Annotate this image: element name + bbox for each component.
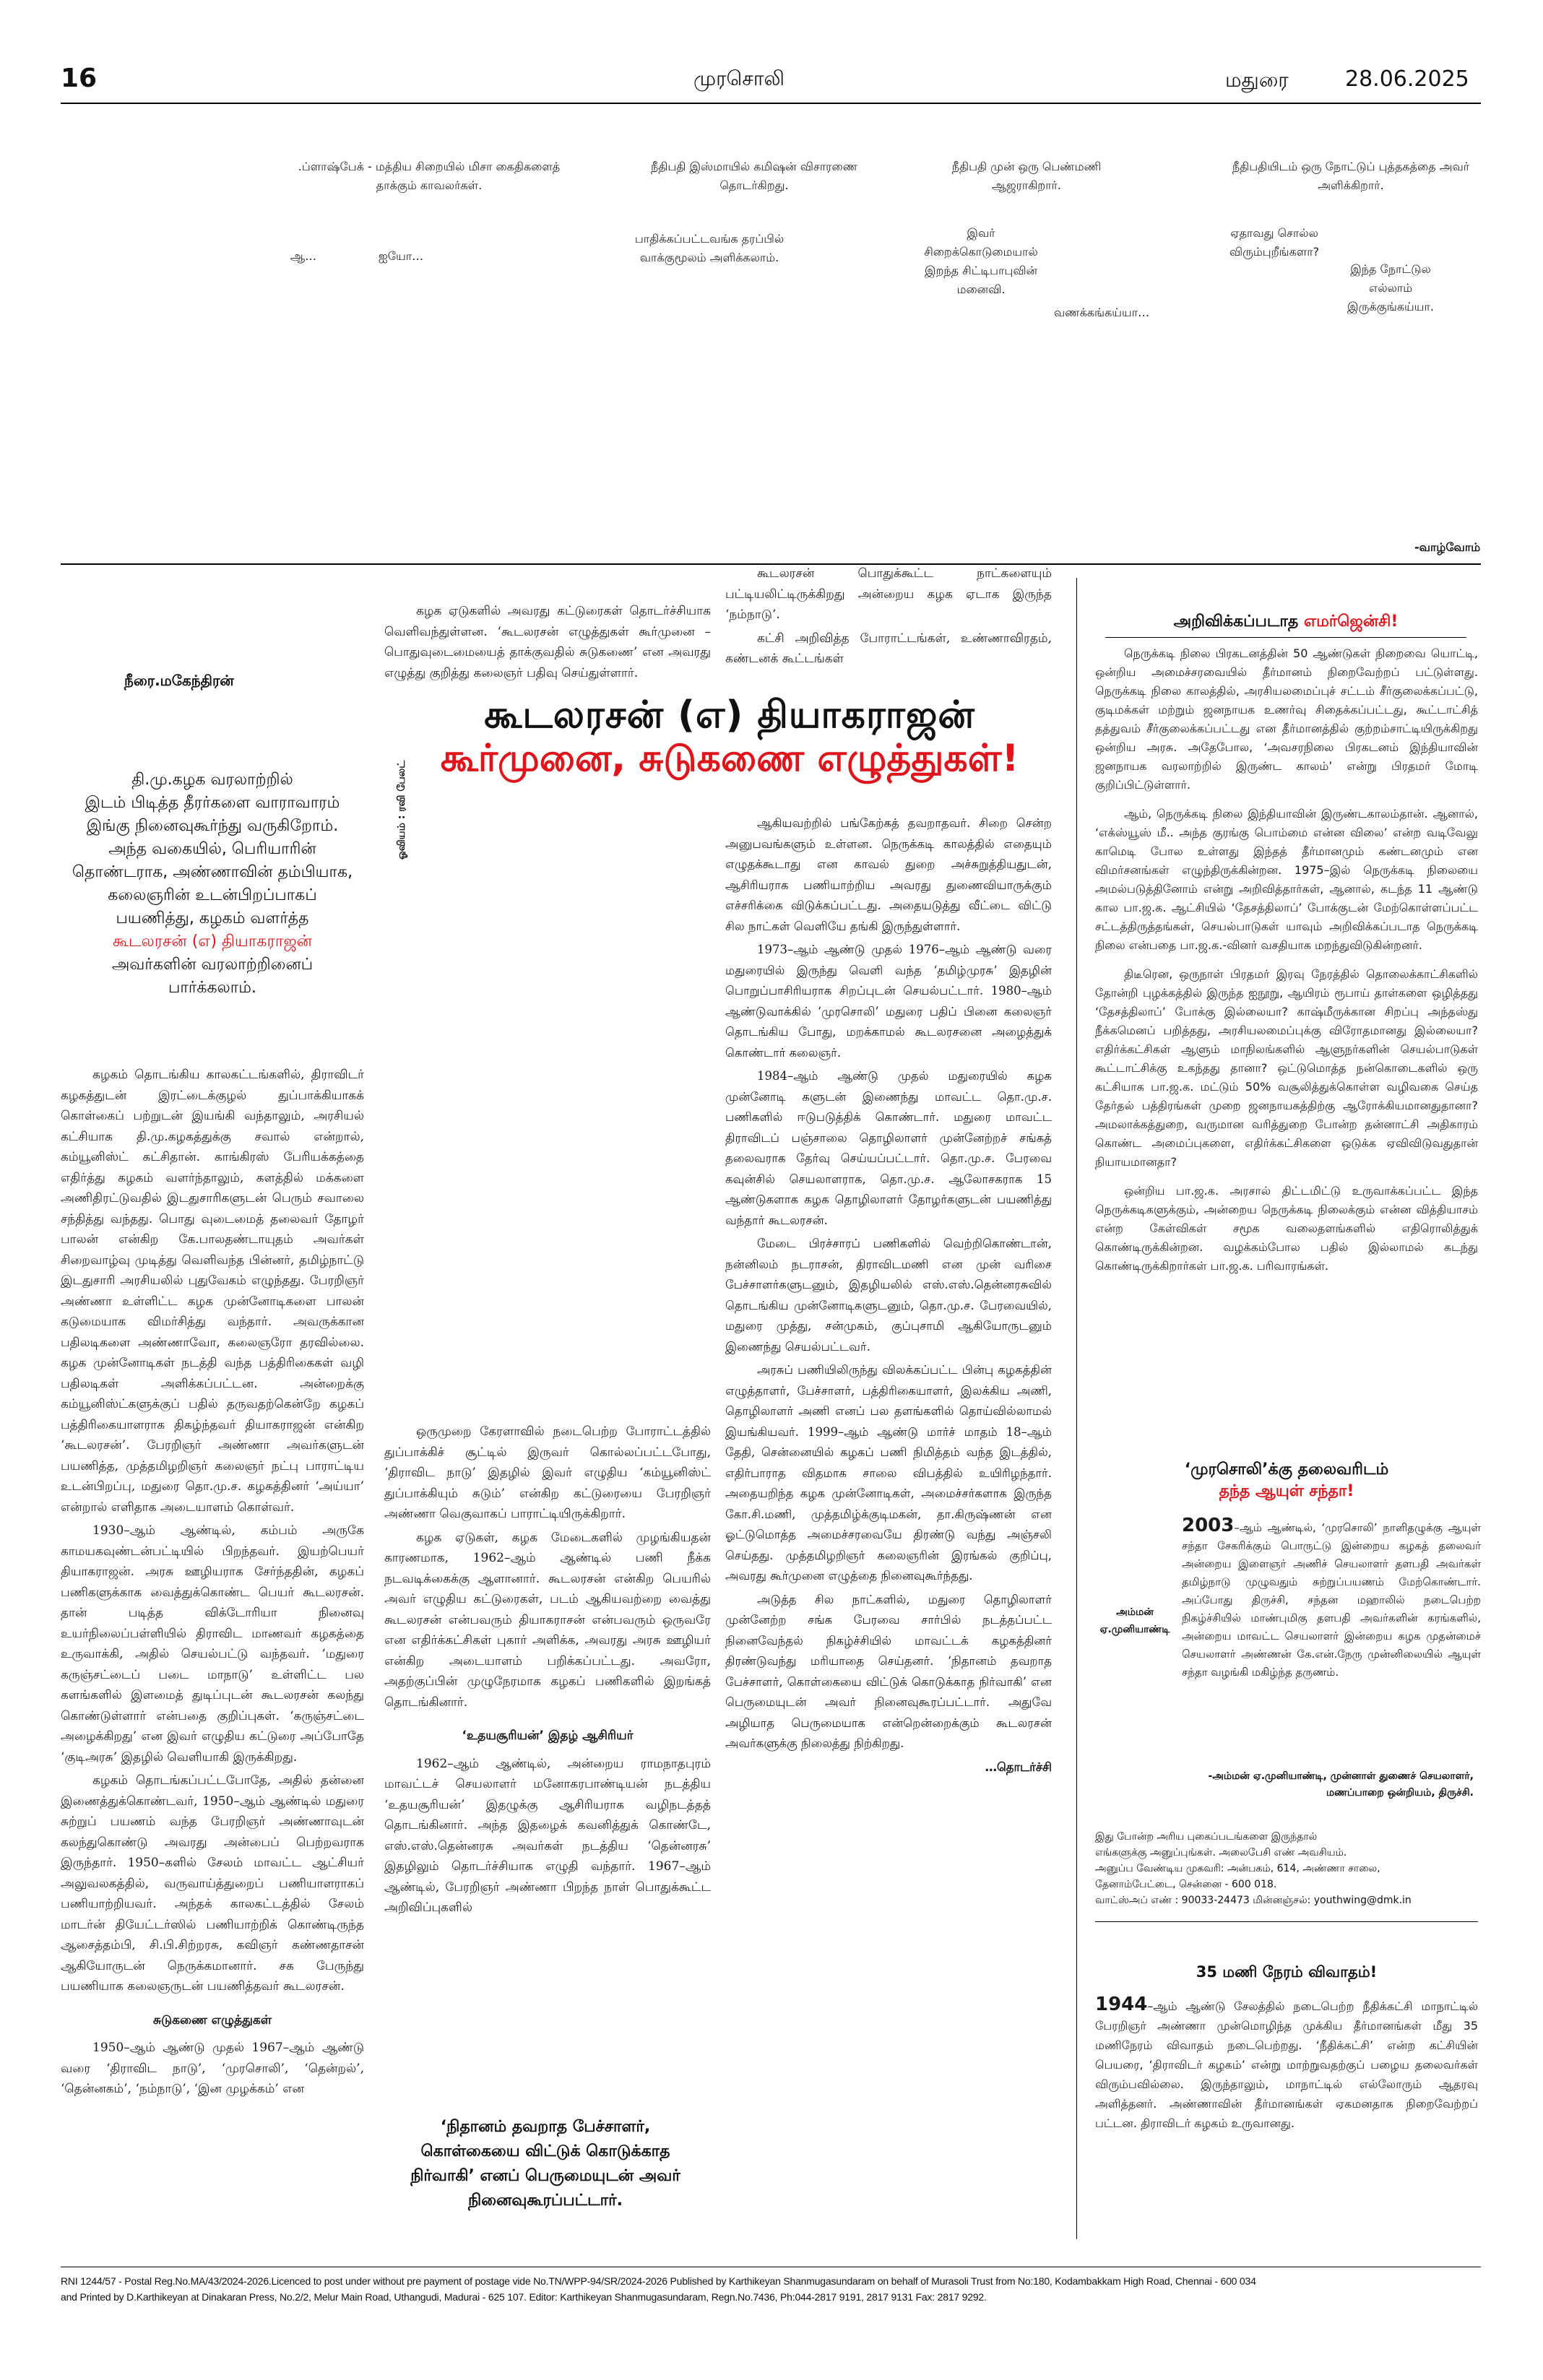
editorial-body	[1095, 644, 1478, 1286]
header-rule	[61, 103, 1481, 104]
comic-dialogue-4b: இந்த நோட்டுல எல்லாம் இருக்குங்கய்யா.	[1347, 262, 1434, 313]
editorial-para-2: ஆம், நெருக்கடி நிலை இந்தியாவின் இருண்டகாலம்தான். ஆனால், ‘எக்ஸ்யூஸ் மீ.. அந்த குரங்கு பொம்மை என்ன விலை’ என்ற வடிவேலு காமெடி போல உள்ளது இந்தத் தீர்மானமும் கண்டனமும் என விமர்சனங்கள் எழுந்திருக்கின்றன. 1975–இல் நெருக்கடி நிலையை அமல்படுத்தினோம் என்று அறிவித்தார்கள், ஆனால், கடந்த 11 ஆண்டு கால பா.ஜ.க. ஆட்சியில் ‘தேசத்திலாப்’ போக்குடன் மேற்கொள்ளப்பட்ட சட்டத்திருத்தங்கள், செயல்பாடுகள் யாவும் அறிவிக்கப்படாத நெருக்கடி நிலை என்பதை பா.ஜ.க.-வினர் வசதியாக மறந்துவிடுகின்றனர்.	[1095, 807, 1478, 952]
col3-top-para-2: கட்சி அறிவித்த போராட்டங்கள், உண்ணாவிரதம், கண்டனக் கூட்டங்கள்	[725, 631, 1052, 666]
edition-city: மதுரை	[1225, 68, 1289, 92]
col2-top-para: கழக ஏடுகளில் அவரது கட்டுரைகள் தொடர்ச்சியாக வெளிவந்துள்ளன. ‘கூடலரசன் எழுத்துகள் கூர்முனை – பொதுவுடைமையைத் தாக்குவதில் சுடுகணை’ என அவரது எழுத்து குறித்து கலைஞர் பதிவு செய்துள்ளார்.	[384, 604, 711, 680]
col2-para-3: 1962–ஆம் ஆண்டில், அன்றைய ராமநாதபுரம் மாவட்டச் செயலாளர் மனோகரபாண்டியன் நடத்திய ‘உதயசூரியன்’ இதழுக்கு ஆசிரியராக வழிநடத்தத் தொடங்கினார். அந்த இதழைக் கவனித்துக் கொண்டே, எஸ்.எஸ்.தென்னரசு அவர்கள் நடத்திய ‘தென்னரசு’ இதழிலும் தொடர்ச்சியாக எழுதி வந்தார். 1967–ஆம் ஆண்டில், பேரறிஞர் அண்ணா பிறந்த நாள் பொதுக்கூட்ட அறிவிப்புகளில்	[384, 1756, 711, 1915]
debate-year: 1944	[1095, 1994, 1148, 2015]
intro-line: தொண்டராக, அண்ணாவின் தம்பியாக,	[72, 863, 353, 881]
subscription-text: –ஆம் ஆண்டில், ‘முரசொலி’ நாளிதழுக்கு ஆயுள் சந்தா சேகரிக்கும் பொருட்டு இன்றைய கழகத் தலைவர் அன்றைய இளைஞர் அணிச் செயலாளர் தளபதி அவர்கள் தமிழ்நாடு முழுவதும் சுற்றுப்பயணம் மேற்கொண்டார். அப்போது திருச்சி, சந்தன மஹாலில் நடைபெற்ற நிகழ்ச்சியில் மாண்புமிகு தளபதி அவர்களின் கரங்களில், அன்றைய மாவட்ட செயலாளர் இன்றைய கழக முதன்மைச் செயலாளர் அண்ணன் கே.என்.நேரு முன்னிலையில் ஆயுள் சந்தா வழங்கி மகிழ்ந்த தருணம்.	[1182, 1521, 1481, 1679]
appeal-contact: வாட்ஸ்அப் எண் : 90033-24473 மின்னஞ்சல்: youthwing@dmk.in	[1095, 1895, 1412, 1906]
col3-para-3: 1984–ஆம் ஆண்டு முதல் மதுரையில் கழக முன்னோடி களுடன் இணைந்து மாவட்ட தொ.மு.ச. பணிகளில் ஈடுபடுத்திக் கொண்டார். மதுரை மாவட்ட திராவிடப் பஞ்சாலை தொழிலாளர் முன்னேற்றச் சங்கத் தலைவராக தேர்வு செய்யப்பட்டார். தொ.மு.ச. பேரவை கவுன்சில் செயலாளராக, தொ.மு.ச. ஆலோசகராக 15 ஆண்டுகளாக கழக தொழிலாளர் தோழர்களுடன் பயணித்து வந்தார் கூடலரசன்.	[725, 1069, 1052, 1227]
editorial-para-4: ஒன்றிய பா.ஜ.க. அரசால் திட்டமிட்டு உருவாக்கப்பட்ட இந்த நெருக்கடிகளுக்கும், அன்றைய நெருக்கடி நிலைக்கும் என்ன வித்தியாசம் என்ற கேள்விகள் சமூக வலைதளங்களில் எதிரொலித்துக் கொண்டிருக்கின்றன. வழக்கம்போல பதில் இல்லாமல் கடந்து கொண்டிருக்கிறார்கள் பா.ஜ.க. பரிவாரங்கள்.	[1095, 1184, 1478, 1273]
comic-dialogue-4a: ஏதாவது சொல்ல விரும்புறீங்களா?	[1229, 226, 1320, 259]
col1-para-3: கழகம் தொடங்கப்பட்டபோதே, அதில் தன்னை இணைத்துக்கொண்டவர், 1950–ஆம் ஆண்டில் மதுரை சுற்றுப் பயணம் வந்த பேரறிஞர் அண்ணாவுடன் கலந்துகொண்டு அவரது அன்பைப் பெற்றவராக இருந்தார். 1950–களில் சேலம் மாவட்ட ஆட்சியர் அலுவலகத்தில், வருவாய்த்துறைப் பணியாளராகப் பணியாற்றியவர். அந்தக் காலகட்டத்தில் சேலம் மாடர்ன் தியேட்டர்ஸில் பணியாற்றிக் கொண்டிருந்த ஆசைத்தம்பி, சி.பி.சிற்றரசு, கவிஞர் கண்ணதாசன் ஆகியோருடன் நெருக்கமானார். சக பேருந்து பயணியாக கலைஞருடன் பயணித்தவர் கூடலரசன்.	[61, 1773, 364, 1994]
subscription-year: 2003	[1182, 1515, 1235, 1536]
pull-quote: ‘நிதானம் தவறாத பேச்சாளர், கொள்கையை விட்டுக் கொடுக்காத நிர்வாகி’ எனப் பெருமையுடன் அவர் நினைவுகூரப்பட்டார்.	[410, 2118, 680, 2210]
photo-caption: அம்மன் ஏ.முனியாண்டி	[1099, 1606, 1170, 1635]
intro-line: கலைஞரின் உடன்பிறப்பாகப்	[108, 886, 317, 904]
subscription-signature: -அம்மன் ஏ.முனியாண்டி, முன்னாள் துணைச் செயலாளர், மணப்பாறை ஒன்றியம், திருச்சி.	[1208, 1770, 1474, 1799]
masthead: முரசொலி	[693, 66, 785, 90]
col1-para-1: கழகம் தொடங்கிய காலகட்டங்களில், திராவிடர் கழகத்துடன் இரட்டைக்குழல் துப்பாக்கியாகக் கொள்கைப் பற்றுடன் இயங்கி வந்தாலும், அரசியல் கட்சியாக தி.மு.கழகத்துக்கு சவால் என்றால், கம்யூனிஸ்ட் கட்சிதான். காங்கிரஸ் பேரியக்கத்தை எதிர்த்து கழகம் வளர்ந்தாலும், களத்தில் மக்களை அணிதிரட்டுவதில் இடதுசாரிகளுடன் பெரும் சவாலை சந்தித்து வந்தது. பொது வுடைமைத் தலைவர் தோழர் பாலன் என்கிற கே.பாலதண்டாயுதம் அவர்கள் சிறைவாழ்வு முடித்து வெளிவந்த பின்னர், தமிழ்நாட்டு இடதுசாரி அரசியலில் புதுவேகம் எழுந்தது. பேரறிஞர் அண்ணா உள்ளிட்ட கழக முன்னோடிகளை பாலன் கடுமையாக விமர்சித்து வந்தார். அவருக்கான பதிலடிகளை அண்ணாவோ, கலைஞரோ தரவில்லை. கழக முன்னோடிகள் நடத்தி வந்த பத்திரிகைகள் வழி பதிலடிகள் அளிக்கப்பட்டன. அன்றைக்கு கம்யூனிஸ்ட்களுக்குப் பதில் தருவதற்கென்றே கழகப் பத்திரிகையாளராக திகழ்ந்தவர் தியாகராஜன் என்கிற ‘கூடலரசன்’. பேரறிஞர் அண்ணா அவர்களுடன் பயணித்த, முத்தமிழறிஞர் கலைஞர் நட்பு பாராட்டிய உடன்பிறப்பு, மதுரை தொ.மு.ச. கழகத்தினர் ‘அய்யா’ என்றால் எளிதாக அடையாளம் கொள்வர்.	[61, 1068, 364, 1515]
edition-date: 28.06.2025	[1345, 66, 1469, 92]
col3-para-2: 1973–ஆம் ஆண்டு முதல் 1976–ஆம் ஆண்டு வரை மதுரையில் இருந்து வெளி வந்த ‘தமிழ்முரசு’ இதழின் பொறுப்பாசிரியராக சிறப்புடன் செயல்பட்டார். 1980–ஆம் ஆண்டுவாக்கில் ‘முரசொலி’ மதுரை பதிப் பினை கலைஞர் தொடங்கிய போது, மறக்காமல் கூடலரசனை அழைத்துக் கொண்டார் கலைஞர்.	[725, 943, 1052, 1060]
article-title-line2: கூர்முனை, சுடுகணை எழுத்துகள்!	[440, 737, 1019, 780]
col3-para-5: அரசுப் பணியிலிருந்து விலக்கப்பட்ட பின்பு கழகத்தின் எழுத்தாளர், பேச்சாளர், பத்திரிகையாளர், இலக்கிய அணி, தொழிலாளர் அணி எனப் பல தளங்களில் தொய்வில்லாமல் இயங்கியவர். 1999–ஆம் ஆண்டு மார்ச் மாதம் 18–ஆம் தேதி, சென்னையில் கழகப் பணி நிமித்தம் வந்த இடத்தில், எதிர்பாராத விதமாக சாலை விபத்தில் உயிரிழந்தார். அதையறிந்த கழக முன்னோடிகள், அமைச்சர்களாக இருந்த கோ.சி.மணி, முத்தமிழ்க்குடிமகன், தா.கிருஷ்ணன் என ஓட்டுமொத்த அமைச்சரவையே திரண்டு வந்து அஞ்சலி செய்தது. முத்தமிழறிஞர் கலைஞரின் இரங்கல் குறிப்பு, அவரது கூர்முனை எழுத்தை நினைவுகூர்ந்தது.	[725, 1363, 1052, 1583]
appeal-line: தேனாம்பேட்டை, சென்னை - 600 018.	[1095, 1879, 1277, 1890]
debate-body	[1095, 1995, 1478, 2133]
editorial-para-1: நெருக்கடி நிலை பிரகடனத்தின் 50 ஆண்டுகள் நிறைவை யொட்டி, ஒன்றிய அமைச்சரவையில் தீர்மானம் நிறைவேற்றப் பட்டுள்ளது. நெருக்கடி நிலை காலத்தில், அரசியலமைப்புச் சட்டம் சீர்குலைக்கப்பட்டு, குடிமக்கள் மற்றும் ஜனநாயக உணர்வு சிதைக்கப்பட்டது, கூட்டாட்சித் தத்துவம் சீர்குலைக்கப்பட்டது என தீர்மானத்தில் குற்றம்சாட்டியிருக்கிறது ஒன்றிய அரசு. அதேபோல, ‘அவசரநிலை பிரகடனம் இந்தியாவின் ஜனநாயக வரலாற்றில் இருண்ட காலம்’ என்று பிரதமர் மோடி குறிப்பிட்டுள்ளார்.	[1095, 646, 1478, 792]
footer-imprint-1: RNI 1244/57 - Postal Reg.No.MA/43/2024-2026.Licenced to post under without pre payment of postage vide No.TN/WPP-94/SR/2024-2026 Published by Karthikeyan Shanmugasundaram on behalf of Murasoli Trust from No:180, Kodambakkam High Road, Chennai - 600 034	[61, 2275, 1256, 2287]
comic-dialogue-3a: இவர் சிறைக்கொடுமையால் இறந்த சிட்டிபாபுவின் மனைவி.	[924, 226, 1038, 296]
comic-dialogue-3b: வணக்கங்கய்யா…	[1053, 306, 1150, 319]
intro-line: அவர்களின் வரலாற்றினைப்	[111, 956, 314, 974]
debate-title: 35 மணி நேரம் விவாதம்!	[1196, 1963, 1378, 1981]
editorial-title-red: எமர்ஜென்சி!	[1303, 613, 1399, 631]
comic-continued: -வாழ்வோம்	[1414, 540, 1481, 554]
article-intro	[61, 769, 364, 1000]
article-column-2-top	[384, 601, 711, 686]
article-column-3-top	[725, 563, 1052, 672]
editorial-para-3: திடீரென, ஒருநாள் பிரதமர் இரவு நேரத்தில் தொலைக்காட்சிகளில் தோன்றி புழக்கத்தில் இருந்த ஐநூறு, ஆயிரம் ரூபாய் தாள்களை ஒழித்தது ‘தேசத்திலாப்’ போக்கு இல்லையா? காஷ்மீருக்கான சிறப்பு அந்தஸ்து நீக்கமெனப் பறித்தது, அரசியலமைப்புக்கு விரோதமானது இல்லையா? எதிர்க்கட்சிகள் ஆளும் மாநிலங்களில் ஆளுநர்களின் செயல்பாடுகள் கூட்டாட்சிக்கு உகந்தது தானா? ஒட்டுமொத்த நன்கொடைகளில் ஒரு கட்சியாக பா.ஜ.க. மட்டும் 50% வசூலித்துக்கொள்ள வழிவகை செய்த தேர்தல் பத்திரங்கள் முறை ஜனநாயகத்திற்கு ஆரோக்கியமானதுதானா? அமலாக்கத்துறை, வருமான வரித்துறை போன்ற தன்னாட்சி அதிகாரம் கொண்ட அமைப்புகளை, எதிர்க்கட்சிகளை ஒடுக்க ஏவிவிடுவதுதான் நியாயமானதா?	[1095, 967, 1478, 1169]
intro-line: தி.மு.கழக வரலாற்றில்	[131, 771, 293, 789]
comic-caption-2: நீதிபதி இஸ்மாயில் கமிஷன் விசாரணை தொடர்கிறது.	[651, 160, 857, 192]
page-number: 16	[61, 64, 98, 93]
author-name: நீரை.மகேந்திரன்	[124, 672, 234, 689]
subscription-title-line1: ‘முரசொலி’க்கு தலைவரிடம்	[1184, 1461, 1389, 1479]
article-title-line1: கூடலரசன் (எ) தியாகராஜன்	[484, 693, 975, 737]
debate-text: –ஆம் ஆண்டு சேலத்தில் நடைபெற்ற நீதிக்கட்சி மாநாட்டில் பேரறிஞர் அண்ணா முன்மொழிந்த முக்கிய தீர்மானங்கள் மீது 35 மணிநேரம் விவாதம் நடைபெற்றது. ‘நீதிக்கட்சி’ என்ற கட்சியின் பெயரை, ‘திராவிடர் கழகம்’ என்று மாற்றுவதற்குப் பழைய தலைவர்கள் விரும்பவில்லை. இருந்தாலும், மாநாட்டில் எல்லோரும் ஆதரவு அளித்தனர். அண்ணாவின் தீர்மானங்கள் ஏகமனதாக நிறைவேற்றப் பட்டன. திராவிடர் கழகம் உருவானது.	[1095, 1999, 1478, 2130]
intro-line: பார்க்கலாம்.	[168, 979, 256, 997]
col2-para-1: ஒருமுறை கேரளாவில் நடைபெற்ற போராட்டத்தில் துப்பாக்கிச் சூட்டில் இருவர் கொல்லப்பட்டபோது, ‘திராவிட நாடு’ இதழில் இவர் எழுதிய ‘கம்யூனிஸ்ட் துப்பாக்கியும் சுடும்’ என்கிற கட்டுரையை பேரறிஞர் அண்ணா வெகுவாகப் பாராட்டியிருக்கிறார்.	[384, 1424, 711, 1521]
comic-dialogue-2: பாதிக்கப்பட்டவங்க தரப்பில் வாக்குமூலம் அளிக்கலாம்.	[634, 232, 785, 264]
col1-subheading: சுடுகணை எழுத்துகள்	[152, 2012, 272, 2028]
intro-line: இங்கு நினைவுகூர்ந்து வருகிறோம்.	[86, 817, 339, 835]
article-column-3	[725, 813, 1052, 1778]
photo-credit: ஓவியம் : ரவி பேலட்	[396, 760, 407, 860]
subscription-body	[1182, 1517, 1481, 1682]
col2-subheading: ‘உதயசூரியன்’ இதழ் ஆசிரியர்	[462, 1728, 634, 1743]
col3-para-4: மேடை பிரச்சாரப் பணிகளில் வெற்றிகொண்டான், நன்னிலம் நடராசன், திராவிடமணி என முன் வரிசை பேச்சாளர்களுடனும், இதழியலில் எஸ்.எஸ்.தென்னரசுவில் தொடங்கிய முன்னோடிகளுடனும், தொ.மு.ச. பேரவையில், மதுரை முத்து, சன்முகம், குப்புசாமி ஆகியோருடனும் இணைந்து செயல்பட்டவர்.	[725, 1237, 1052, 1354]
article-column-1	[61, 1065, 364, 2103]
appeal-line: எங்களுக்கு அனுப்புங்கள். அலைபேசி எண் அவசியம்.	[1095, 1847, 1347, 1858]
column-divider	[1076, 578, 1077, 2239]
subscription-title	[1095, 1459, 1478, 1502]
comic-dialogue-1b: ஐயோ…	[378, 249, 424, 263]
comic-caption-3: நீதிபதி முன் ஒரு பெண்மணி ஆஜராகிறார்.	[951, 160, 1102, 192]
intro-subject-name: கூடலரசன் (எ) தியாகராஜன்	[112, 932, 313, 951]
comic-caption-4: நீதிபதியிடம் ஒரு நோட்டுப் புத்தகத்தை அவர் அளிக்கிறார்.	[1232, 160, 1470, 192]
continued-marker: …தொடர்ச்சி	[985, 1760, 1052, 1774]
subscription-title-line2: தந்த ஆயுள் சந்தா!	[1219, 1482, 1354, 1500]
intro-line: பயணித்து, கழகம் வளர்த்த	[116, 909, 309, 927]
section-rule	[1095, 1921, 1478, 1922]
appeal-line: இது போன்ற அரிய புகைப்படங்களை இருந்தால்	[1095, 1831, 1318, 1843]
comic-dialogue-1a: ஆ…	[290, 249, 317, 263]
comic-caption-1: .ப்ளாஷ்பேக் - மத்திய சிறையில் மிசா கைதிகளைத் தாக்கும் காவலர்கள்.	[298, 160, 561, 192]
footer-imprint-2: and Printed by D.Karthikeyan at Dinakaran Press, No.2/2, Melur Main Road, Uthangudi, Madurai - 625 107. Editor: Karthikeyan Shanmugasundaram, Regn.No.7436, Ph:044-2817 9191, 2817 9131 Fax: 2817 9292.	[61, 2291, 987, 2303]
intro-line: அந்த வகையில், பெரியாரின்	[108, 840, 316, 858]
col2-para-2: கழக ஏடுகள், கழக மேடைகளில் முழங்கியதன் காரணமாக, 1962–ஆம் ஆண்டில் பணி நீக்க நடவடிக்கைக்கு ஆளானார். கூடலரசன் என்கிற பெயரில் அவர் எழுதிய கட்டுரைகள், படம் ஆகியவற்றை வைத்து கூடலரசன் என்பவரும் தியாகராசன் என்பவரும் ஒருவரே என எதிர்க்கட்சிகள் புகார் அளிக்க, அவரது அரசு ஊழியர் என்கிற அடையாளம் பறிக்கப்பட்டது. அவரோ, அதற்குப்பின் முழுநேரமாக கழகப் பணிகளில் இறங்கத் தொடங்கினார்.	[384, 1530, 711, 1710]
appeal-line: அனுப்ப வேண்டிய முகவரி: அன்பகம், 614, அண்ணா சாலை,	[1095, 1863, 1380, 1874]
col3-para-1: ஆகியவற்றில் பங்கேற்கத் தவறாதவர். சிறை சென்ற அனுபவங்களும் உள்ளன. நெருக்கடி காலத்தில் எதையும் எழுதக்கூடாது என காவல் துறை அச்சுறுத்தியதுடன், ஆசிரியராக பணியாற்றிய அவரது துணைவியாருக்கும் எச்சரிக்கை விடுக்கப்பட்டது. அதையடுத்து வீட்டை விட்டு சில நாட்கள் வெளியே தங்கி இருந்துள்ளார்.	[725, 816, 1052, 933]
col1-para-4: 1950–ஆம் ஆண்டு முதல் 1967–ஆம் ஆண்டு வரை ‘திராவிட நாடு’, ‘முரசொலி’, ‘தென்றல்’, ‘தென்னகம்’, ‘நம்நாடு’, ‘இன முழக்கம்’ என	[61, 2041, 364, 2096]
editorial-title-black: அறிவிக்கப்படாத	[1173, 613, 1299, 631]
article-column-2	[384, 1421, 711, 1921]
col1-para-2: 1930–ஆம் ஆண்டில், கம்பம் அருகே காமயகவுண்டன்பட்டியில் பிறந்தவர். இயற்பெயர் தியாகராஜன். அரசு ஊழியராக சேர்ந்ததின், கழகப் பணிகளுக்காக வைத்துக்கொண்ட பெயர் கூடலரசன். தான் படித்த விக்டோரியா நினைவு உயர்நிலைப்பள்ளியில் திராவிட மாணவர் கழகத்தை உருவாக்கி, அதில் செயல்பட்டு வந்தவர். ‘மதுரை கருஞ்சட்டைப் படை மாநாடு’ உள்ளிட்ட பல களங்களில் இளமைத் துடிப்புடன் கூடலரசன் கலந்து கொண்டுள்ளார் என்பதை குறிப்புகள். ‘கருஞ்சட்டை அழைக்கிறது’ என இவர் எழுதிய கட்டுரை அப்போதே ‘குடிஅரசு’ இதழில் வெளியாகி இருக்கிறது.	[61, 1523, 364, 1765]
editorial-title	[1091, 613, 1481, 633]
editorial-rule	[1105, 637, 1466, 638]
col3-para-6: அடுத்த சில நாட்களில், மதுரை தொழிலாளர் முன்னேற்ற சங்க பேரவை சார்பில் நடத்தப்பட்ட நினைவேந்தல் நிகழ்ச்சியில் மாவட்டக் கழகத்தினர் திரண்டுவந்து மரியாதை செய்தனர். ‘நிதானம் தவறாத பேச்சாளர், கொள்கையை விட்டுக் கொடுக்காத நிர்வாகி’ என பெருமையுடன் அவர் நினைவுகூரப்பட்டார். அதுவே அழியாத பெருமையாக என்றென்றைக்கும் கூடலரசன் அவர்களுக்கு நிலைத்து நிற்கிறது.	[725, 1592, 1052, 1750]
photo-appeal	[1095, 1829, 1478, 1908]
col3-top-para-1: கூடலரசன் பொதுக்கூட்ட நாட்களையும் பட்டியலிட்டிருக்கிறது அன்றைய கழக ஏடாக இருந்த ‘நம்நாடு’.	[725, 566, 1052, 622]
intro-line: இடம் பிடித்த தீரர்களை வாராவாரம்	[85, 794, 340, 812]
